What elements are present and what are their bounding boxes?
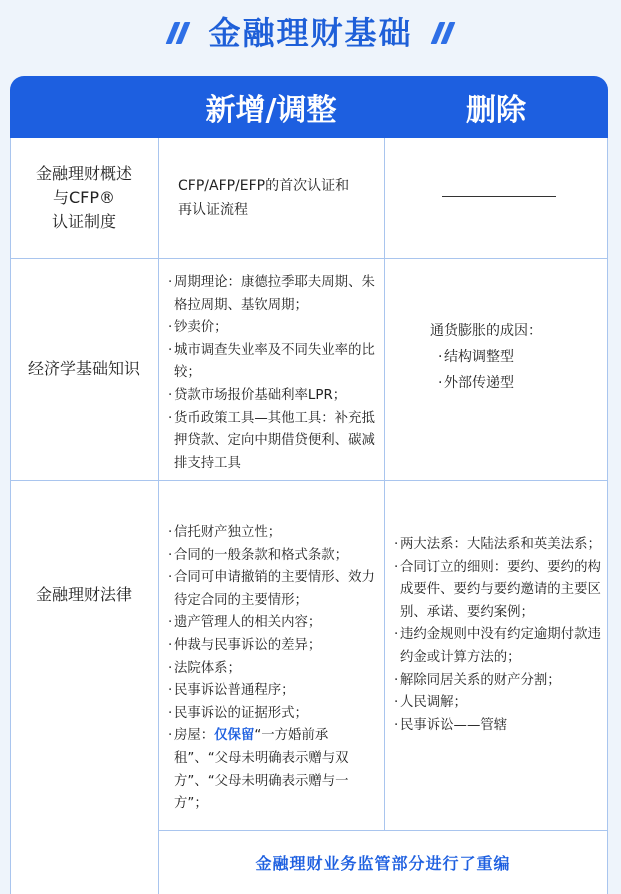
footer-note: 金融理财业务监管部分进行了重编 — [255, 853, 511, 873]
list-item: · 法院体系； — [164, 658, 382, 681]
list-item: · 结构调整型 — [430, 344, 600, 370]
row2-delete-cell — [430, 318, 600, 396]
list-item: · 违约金规则中没有约定逾期付款违约金或计算方法的； — [390, 624, 604, 669]
title-bar — [0, 0, 621, 62]
housing-highlight: 仅保留 — [214, 728, 255, 744]
slash-decoration-left-icon — [170, 22, 186, 44]
list-item: · 周期理论：康德拉季耶夫周期、朱格拉周期、基钦周期； — [164, 272, 378, 317]
row-category-overview — [10, 138, 158, 258]
row1-add-cell — [178, 174, 378, 222]
row2-add-cell — [164, 272, 378, 475]
list-item: · 信托财产独立性； — [164, 522, 382, 545]
list-item: · 合同的一般条款和格式条款； — [164, 545, 382, 568]
row-category-economics: 经济学基础知识 — [27, 359, 140, 378]
divider — [384, 138, 385, 830]
category-line: 与CFP® — [52, 188, 115, 207]
list-item-housing — [164, 725, 382, 815]
row3-add-cell — [164, 522, 382, 816]
list-item: · 民事诉讼普通程序； — [164, 680, 382, 703]
add-text-line: CFP/AFP/EFP的首次认证和 — [178, 178, 350, 194]
list-item: · 两大法系：大陆法系和英美法系； — [390, 534, 604, 557]
header-add: 新增/调整 — [205, 93, 337, 128]
housing-rest: “一方婚前承租”、“父母未明确表示赠与双方”、“父母未明确表示赠与一方”； — [174, 728, 349, 812]
list-item: · 贷款市场报价基础利率LPR； — [164, 385, 378, 408]
list-item: · 解除同居关系的财产分割； — [390, 670, 604, 693]
divider — [158, 138, 159, 894]
list-item: · 遗产管理人的相关内容； — [164, 612, 382, 635]
row-category-law: 金融理财法律 — [35, 585, 132, 604]
comparison-table — [10, 76, 608, 894]
list-item: · 合同订立的细则：要约、要约的构成要件、要约与要约邀请的主要区别、承诺、要约案例； — [390, 557, 604, 625]
list-item: · 外部传递型 — [430, 370, 600, 396]
divider — [607, 138, 608, 894]
housing-prefix: 房屋： — [174, 728, 215, 744]
add-text-line: 再认证流程 — [178, 202, 248, 218]
category-line: 认证制度 — [51, 212, 116, 231]
header-delete: 删除 — [466, 93, 526, 128]
category-line: 金融理财概述 — [35, 164, 132, 183]
list-item: · 民事诉讼——管辖 — [390, 715, 604, 738]
row3-delete-cell — [390, 534, 604, 737]
list-item: · 人民调解； — [390, 692, 604, 715]
page-title: 金融理财基础 — [208, 14, 413, 52]
list-item: · 仲裁与民事诉讼的差异； — [164, 635, 382, 658]
list-item: · 城市调查失业率及不同失业率的比较； — [164, 340, 378, 385]
list-item: · 民事诉讼的证据形式； — [164, 703, 382, 726]
empty-dash — [442, 196, 556, 197]
slash-decoration-right-icon — [435, 22, 451, 44]
delete-heading: 通货膨胀的成因： — [430, 323, 542, 339]
table-header — [10, 76, 608, 138]
list-item: · 合同可申请撤销的主要情形、效力待定合同的主要情形； — [164, 567, 382, 612]
list-item: · 钞卖价； — [164, 317, 378, 340]
list-item: · 货币政策工具—其他工具：补充抵押贷款、定向中期借贷便利、碳减排支持工具 — [164, 408, 378, 476]
